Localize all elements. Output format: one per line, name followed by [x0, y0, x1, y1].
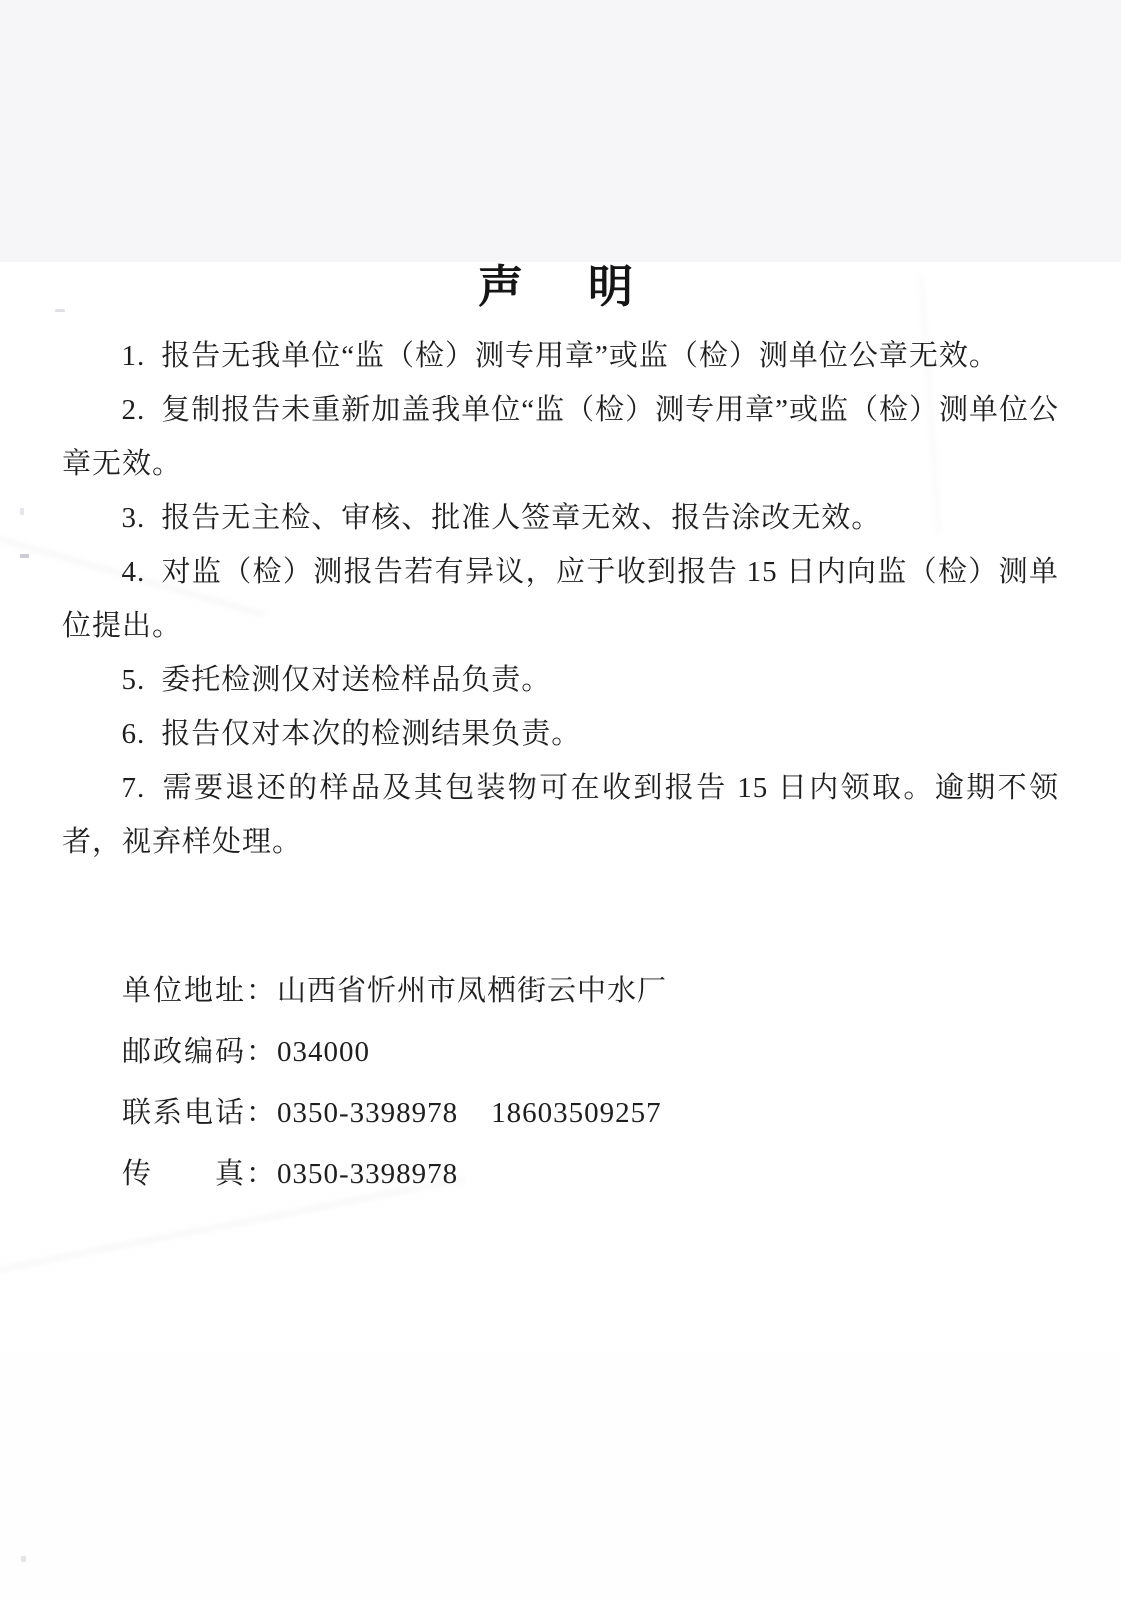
postcode-value: 034000	[277, 1036, 371, 1068]
statement-number: 3.	[121, 502, 146, 534]
contact-fax-row	[122, 1144, 1059, 1205]
statement-text: 委托检测仅对送检样品负责。	[161, 664, 552, 696]
statement-text: 报告无主检、审核、批准人签章无效、报告涂改无效。	[161, 502, 882, 534]
statement-item-1	[62, 329, 1059, 383]
scanned-declaration-page	[0, 262, 1121, 1600]
statement-text: 对监（检）测报告若有异议，应于收到报告 15 日内向监（检）测单位提出。	[62, 556, 1059, 642]
scan-speck	[20, 508, 24, 515]
statement-text: 报告无我单位“监（检）测专用章”或监（检）测单位公章无效。	[161, 340, 999, 372]
phone-value: 0350-3398978 18603509257	[277, 1097, 662, 1129]
statement-item-2	[62, 383, 1059, 491]
contact-block	[62, 961, 1059, 1205]
postcode-label: 邮政编码：	[122, 1036, 278, 1068]
statements-list	[62, 329, 1059, 869]
statement-text: 复制报告未重新加盖我单位“监（检）测专用章”或监（检）测单位公章无效。	[62, 394, 1059, 480]
statement-number: 5.	[121, 664, 146, 696]
fax-value: 0350-3398978	[277, 1158, 459, 1190]
statement-number: 4.	[121, 556, 146, 588]
statement-text: 需要退还的样品及其包装物可在收到报告 15 日内领取。逾期不领者，视弃样处理。	[62, 772, 1059, 858]
statement-number: 7.	[121, 772, 146, 804]
statement-number: 2.	[121, 394, 146, 426]
statement-item-5	[62, 653, 1059, 707]
page-title: 声 明	[477, 261, 643, 312]
address-value: 山西省忻州市凤栖街云中水厂	[277, 975, 668, 1007]
statement-item-4	[62, 545, 1059, 653]
contact-phone-row	[122, 1083, 1059, 1144]
contact-postcode-row	[122, 1022, 1059, 1083]
address-label: 单位地址：	[122, 975, 278, 1007]
phone-label: 联系电话：	[122, 1097, 278, 1129]
statement-number: 6.	[121, 718, 146, 750]
statement-text: 报告仅对本次的检测结果负责。	[161, 718, 582, 750]
contact-address-row	[122, 961, 1059, 1022]
fax-label: 传 真：	[122, 1158, 278, 1190]
statement-item-3	[62, 491, 1059, 545]
statement-item-7	[62, 761, 1059, 869]
statement-item-6	[62, 707, 1059, 761]
scan-speck	[20, 554, 29, 558]
statement-number: 1.	[121, 340, 146, 372]
scan-speck	[21, 1556, 26, 1562]
